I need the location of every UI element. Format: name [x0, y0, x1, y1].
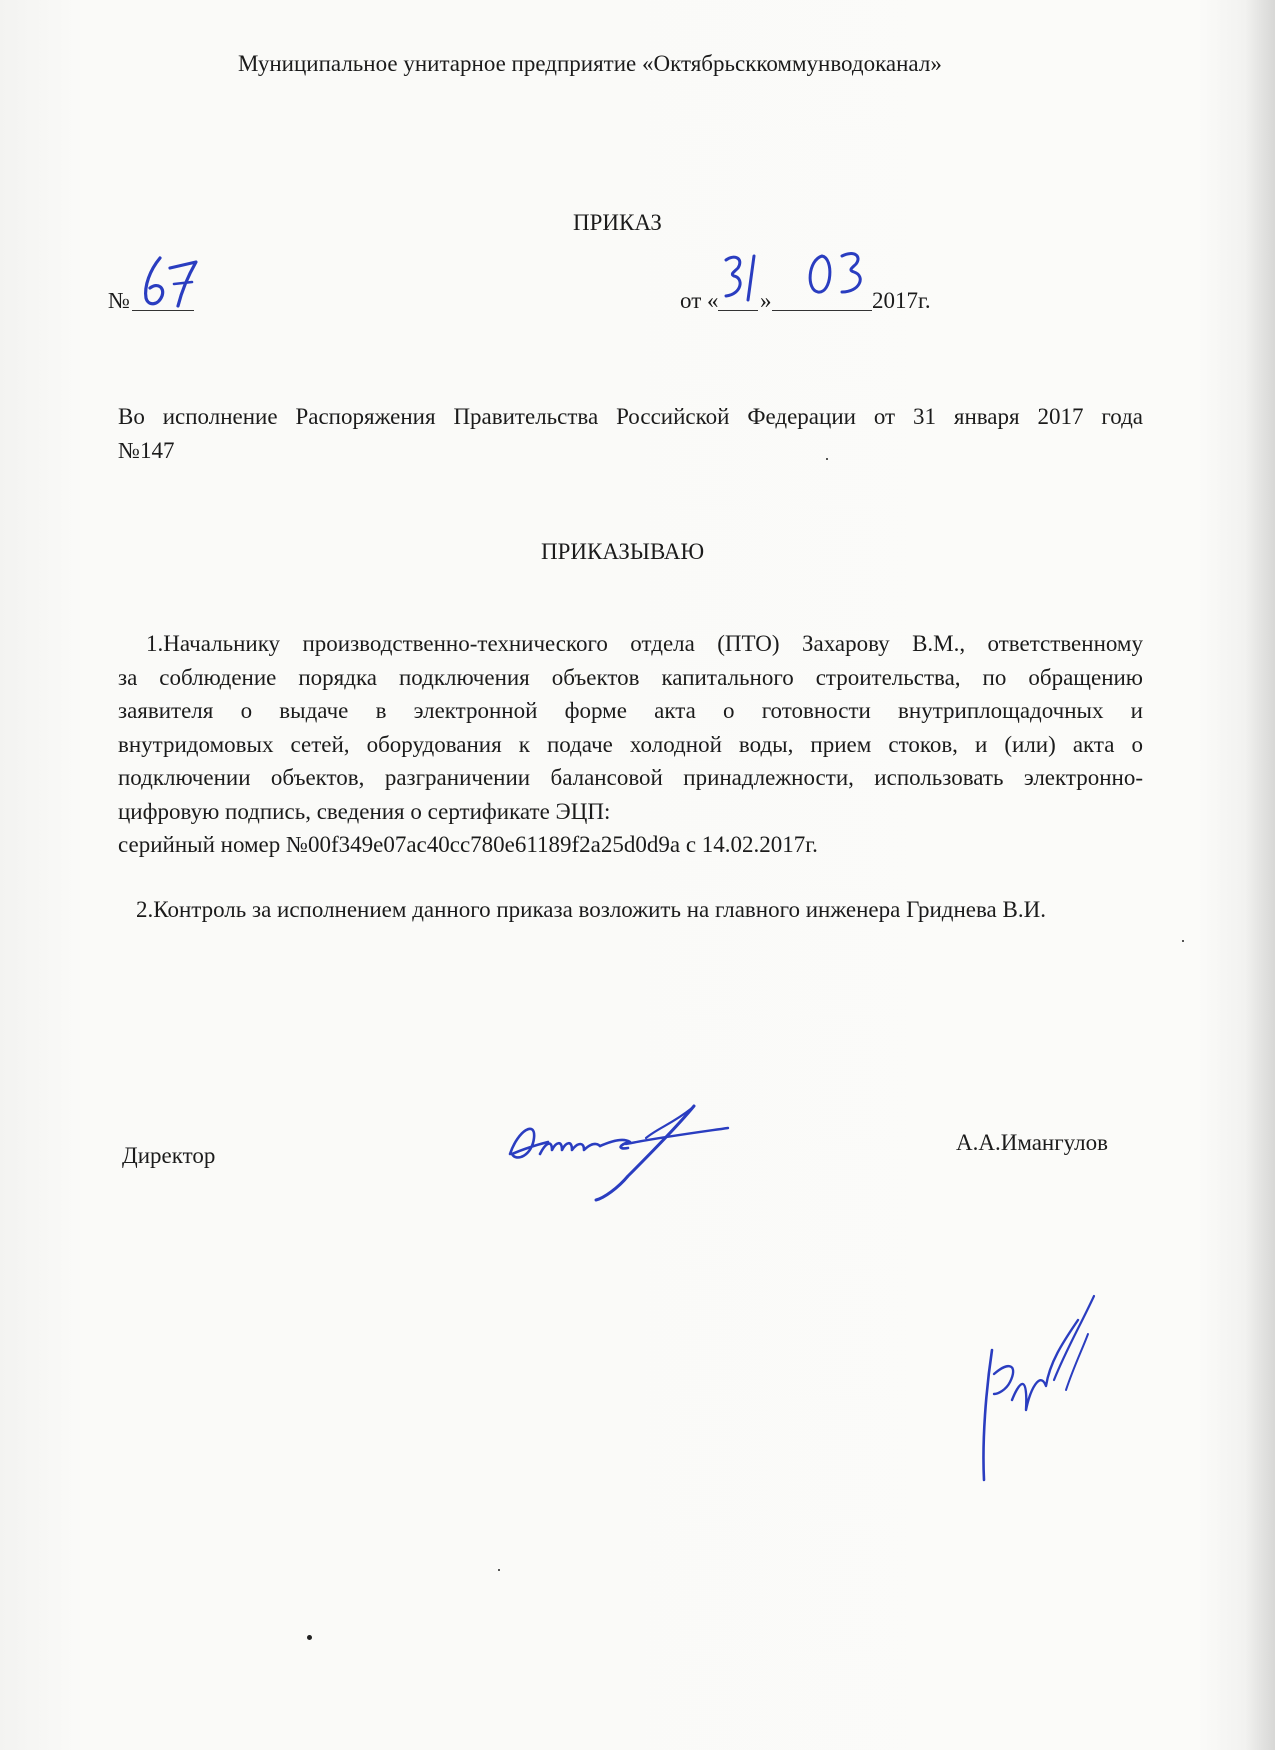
item1-line: цифровую подпись, сведения о сертификате ЭЦП: — [118, 798, 611, 824]
preamble-line: №147 — [118, 437, 175, 463]
item1-line: 1.Начальнику производственно-технического отдела (ПТО) Захарову В.М., ответственному — [146, 631, 1143, 656]
order-number-label: № — [108, 288, 130, 313]
item1-line: заявителя о выдаче в электронной форме акта о готовности внутриплощадочных и — [118, 698, 1143, 723]
date-month-underline — [772, 310, 872, 311]
date-month-handwritten — [800, 246, 872, 304]
item1-line: за соблюдение порядка подключения объектов капитального строительства, по обращению — [118, 664, 1143, 690]
director-signature — [496, 1098, 746, 1208]
scan-speck — [826, 458, 828, 460]
scan-speck — [498, 1569, 500, 1571]
document-title: ПРИКАЗ — [573, 210, 662, 235]
scan-edge-shadow — [1245, 0, 1275, 1750]
scan-speck — [1182, 940, 1184, 942]
scan-speck — [307, 1635, 312, 1640]
item1-line: серийный номер №00f349e07ac40cc780e61189f2a25d0d9a с 14.02.2017г. — [118, 832, 818, 857]
order-item-1 — [118, 627, 1143, 862]
date-year: 2017г. — [872, 288, 931, 313]
organization-header: Муниципальное унитарное предприятие «Октябрьсккоммунводоканал» — [238, 51, 942, 76]
order-item-2: 2.Контроль за исполнением данного приказа возложить на главного инженера Гриднева В.И. — [136, 897, 1046, 922]
order-word: ПРИКАЗЫВАЮ — [541, 539, 705, 564]
item1-line: внутридомовых сетей, оборудования к подаче холодной воды, прием стоков, и (или) акта о — [118, 731, 1143, 757]
date-day-handwritten — [718, 248, 766, 308]
date-day-underline — [718, 310, 758, 311]
signature-name: А.А.Имангулов — [956, 1130, 1109, 1155]
item1-line: подключении объектов, разграничении балансовой принадлежности, использовать электронно- — [118, 765, 1143, 790]
date-prefix: от « — [680, 288, 719, 313]
preamble — [118, 400, 1143, 467]
signature-position: Директор — [122, 1143, 216, 1168]
order-number-handwritten — [138, 250, 208, 312]
preamble-line: Во исполнение Распоряжения Правительства Российской Федерации от 31 января 2017 года — [118, 404, 1143, 429]
order-number-underline — [132, 310, 194, 311]
date-day-close: » — [760, 288, 772, 313]
approval-initials — [970, 1290, 1110, 1490]
